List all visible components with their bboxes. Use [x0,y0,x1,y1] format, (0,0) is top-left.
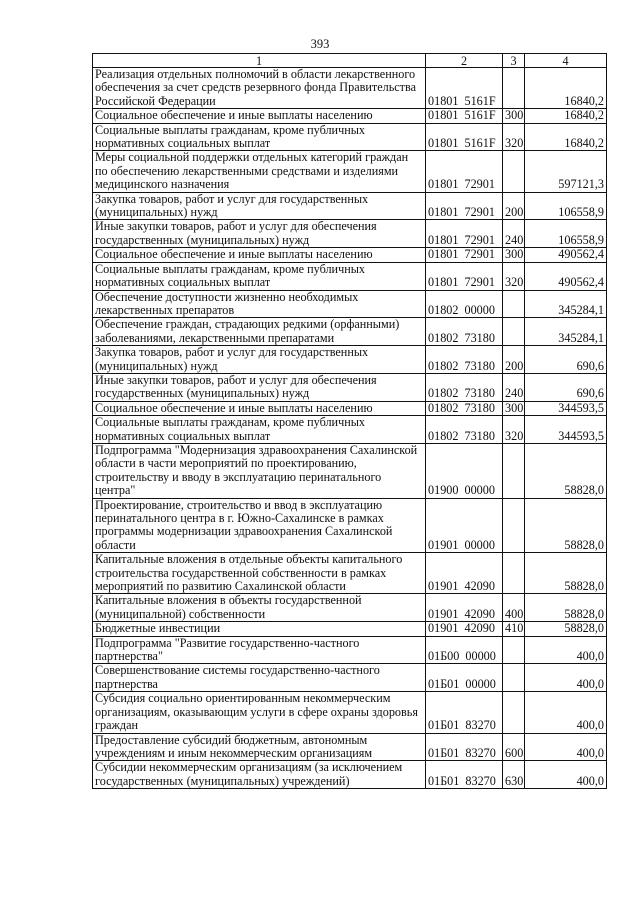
table-row [93,553,607,594]
row-name: Закупка товаров, работ и услуг для государственных (муниципальных) нужд [93,192,426,220]
article-code: 00000 [465,676,496,691]
row-target-article [426,68,503,109]
row-name: Совершенствование системы государственно-частного партнерства [93,664,426,692]
row-expense-type: 300 [503,109,525,123]
program-code: 01Б00 [428,649,460,664]
program-code: 01802 [428,330,459,345]
row-name: Предоставление субсидий бюджетным, автономным учреждениям и иным некоммерческим организациям [93,733,426,761]
table-row [93,594,607,622]
row-target-article [426,416,503,444]
row-target-article [426,109,503,123]
article-code: 5161F [464,93,496,108]
row-target-article [426,622,503,636]
article-code: 00000 [464,483,495,498]
program-code: 01801 [428,108,459,123]
row-target-article [426,151,503,192]
row-amount: 106558,9 [525,192,607,220]
row-target-article [426,594,503,622]
table-row [93,733,607,761]
article-code: 83270 [465,745,496,760]
row-target-article [426,192,503,220]
program-code: 01901 [428,579,459,594]
row-amount: 58828,0 [525,498,607,553]
row-target-article [426,692,503,733]
article-code: 00000 [465,649,496,664]
row-amount: 344593,5 [525,401,607,415]
row-name: Меры социальной поддержки отдельных категорий граждан по обеспечению лекарственными средствами и изделиями медицинского назначения [93,151,426,192]
row-expense-type [503,443,525,498]
row-amount: 400,0 [525,692,607,733]
program-code: 01901 [428,621,459,636]
row-expense-type [503,290,525,318]
table-row [93,248,607,262]
row-name: Иные закупки товаров, работ и услуг для обеспечения государственных (муниципальных) нужд [93,373,426,401]
program-code: 01801 [428,232,459,247]
row-target-article [426,346,503,374]
program-code: 01Б01 [428,718,460,733]
article-code: 5161F [464,136,496,151]
row-target-article [426,553,503,594]
program-code: 01Б01 [428,676,460,691]
article-code: 73180 [464,386,495,401]
row-amount: 490562,4 [525,248,607,262]
table-row [93,109,607,123]
article-code: 00000 [464,302,495,317]
table-row [93,622,607,636]
row-target-article [426,248,503,262]
row-amount: 400,0 [525,664,607,692]
row-amount: 400,0 [525,636,607,664]
row-amount: 345284,1 [525,290,607,318]
row-expense-type [503,553,525,594]
program-code: 01900 [428,483,459,498]
row-name: Социальные выплаты гражданам, кроме публичных нормативных социальных выплат [93,123,426,151]
row-amount: 345284,1 [525,318,607,346]
table-row [93,401,607,415]
row-name: Социальные выплаты гражданам, кроме публичных нормативных социальных выплат [93,262,426,290]
article-code: 73180 [464,358,495,373]
article-code: 72901 [464,275,495,290]
article-code: 72901 [464,177,495,192]
table-row [93,192,607,220]
budget-table-body [93,54,607,789]
row-name: Обеспечение доступности жизненно необходимых лекарственных препаратов [93,290,426,318]
row-amount: 344593,5 [525,416,607,444]
table-row [93,123,607,151]
row-target-article [426,664,503,692]
program-code: 01801 [428,177,459,192]
row-amount: 16840,2 [525,68,607,109]
row-name: Капитальные вложения в отдельные объекты капитального строительства государственной собственности в рамках мероприятий по развитию Сахалинской области [93,553,426,594]
row-amount: 16840,2 [525,123,607,151]
row-amount: 400,0 [525,733,607,761]
row-name: Реализация отдельных полномочий в области лекарственного обеспечения за счет средств резервного фонда Правительства Российской Федерации [93,68,426,109]
row-amount: 58828,0 [525,553,607,594]
row-name: Проектирование, строительство и ввод в эксплуатацию перинатального центра в г. Южно-Сахалинске в рамках программы модернизации здравоохранения Сахалинской области [93,498,426,553]
row-amount: 400,0 [525,761,607,789]
row-target-article [426,290,503,318]
row-target-article [426,262,503,290]
page-number: 393 [310,37,330,51]
row-amount: 690,6 [525,346,607,374]
row-expense-type: 300 [503,401,525,415]
program-code: 01802 [428,401,459,415]
row-expense-type: 410 [503,622,525,636]
article-code: 5161F [464,108,496,123]
row-name: Социальное обеспечение и иные выплаты населению [93,248,426,262]
row-name: Социальное обеспечение и иные выплаты населению [93,109,426,123]
article-code: 72901 [464,247,495,262]
row-name: Социальные выплаты гражданам, кроме публичных нормативных социальных выплат [93,416,426,444]
table-row [93,290,607,318]
table-row [93,68,607,109]
row-expense-type [503,636,525,664]
column-number-row [93,54,607,68]
row-name: Обеспечение граждан, страдающих редкими (орфанными) заболеваниями, лекарственными препаратами [93,318,426,346]
row-target-article [426,401,503,415]
article-code: 42090 [464,621,495,636]
row-amount: 58828,0 [525,622,607,636]
row-name: Подпрограмма "Развитие государственно-частного партнерства" [93,636,426,664]
row-expense-type: 320 [503,262,525,290]
article-code: 42090 [464,606,495,621]
row-name: Бюджетные инвестиции [93,622,426,636]
row-expense-type [503,664,525,692]
table-row [93,692,607,733]
article-code: 72901 [464,232,495,247]
row-expense-type: 600 [503,733,525,761]
article-code: 42090 [464,579,495,594]
row-expense-type: 200 [503,192,525,220]
program-code: 01Б01 [428,745,460,760]
article-code: 73180 [464,428,495,443]
table-row [93,346,607,374]
article-code: 72901 [464,205,495,220]
program-code: 01801 [428,247,459,262]
column-header-3: 3 [503,54,525,68]
row-name: Подпрограмма "Модернизация здравоохранения Сахалинской области в части мероприятий по проектированию, строительству и вводу в эксплуатацию перинатального центра" [93,443,426,498]
row-expense-type: 630 [503,761,525,789]
row-name: Субсидия социально ориентированным некоммерческим организациям, оказывающим услуги в сфере охраны здоровья граждан [93,692,426,733]
table-row [93,262,607,290]
row-target-article [426,733,503,761]
program-code: 01802 [428,358,459,373]
table-row [93,664,607,692]
program-code: 01802 [428,302,459,317]
table-row [93,761,607,789]
row-expense-type [503,498,525,553]
table-row [93,151,607,192]
program-code: 01801 [428,275,459,290]
article-code: 83270 [465,718,496,733]
row-expense-type: 320 [503,123,525,151]
program-code: 01802 [428,428,459,443]
program-code: 01801 [428,93,459,108]
program-code: 01901 [428,606,459,621]
row-expense-type: 320 [503,416,525,444]
row-expense-type [503,151,525,192]
row-expense-type [503,318,525,346]
row-name: Иные закупки товаров, работ и услуг для обеспечения государственных (муниципальных) нужд [93,220,426,248]
row-target-article [426,761,503,789]
column-header-2: 2 [426,54,503,68]
row-target-article [426,636,503,664]
article-code: 00000 [464,537,495,552]
row-expense-type: 240 [503,220,525,248]
row-amount: 597121,3 [525,151,607,192]
budget-table [92,53,607,789]
program-code: 01801 [428,205,459,220]
program-code: 01Б01 [428,773,460,788]
article-code: 73180 [464,401,495,415]
row-target-article [426,318,503,346]
row-amount: 106558,9 [525,220,607,248]
table-row [93,443,607,498]
column-header-4: 4 [525,54,607,68]
row-expense-type: 400 [503,594,525,622]
row-name: Закупка товаров, работ и услуг для государственных (муниципальных) нужд [93,346,426,374]
row-amount: 16840,2 [525,109,607,123]
column-header-1: 1 [93,54,426,68]
article-code: 73180 [464,330,495,345]
row-target-article [426,123,503,151]
row-target-article [426,443,503,498]
table-row [93,220,607,248]
row-amount: 490562,4 [525,262,607,290]
row-expense-type [503,692,525,733]
row-name: Субсидии некоммерческим организациям (за исключением государственных (муниципальных) учреждений) [93,761,426,789]
table-row [93,636,607,664]
row-name: Капитальные вложения в объекты государственной (муниципальной) собственности [93,594,426,622]
row-expense-type: 300 [503,248,525,262]
table-row [93,498,607,553]
row-expense-type: 200 [503,346,525,374]
row-amount: 58828,0 [525,443,607,498]
program-code: 01801 [428,136,459,151]
row-target-article [426,373,503,401]
row-name: Социальное обеспечение и иные выплаты населению [93,401,426,415]
article-code: 83270 [465,773,496,788]
table-row [93,318,607,346]
table-row [93,373,607,401]
table-row [93,416,607,444]
row-target-article [426,220,503,248]
program-code: 01802 [428,386,459,401]
program-code: 01901 [428,537,459,552]
row-expense-type [503,68,525,109]
row-amount: 690,6 [525,373,607,401]
row-target-article [426,498,503,553]
row-amount: 58828,0 [525,594,607,622]
row-expense-type: 240 [503,373,525,401]
